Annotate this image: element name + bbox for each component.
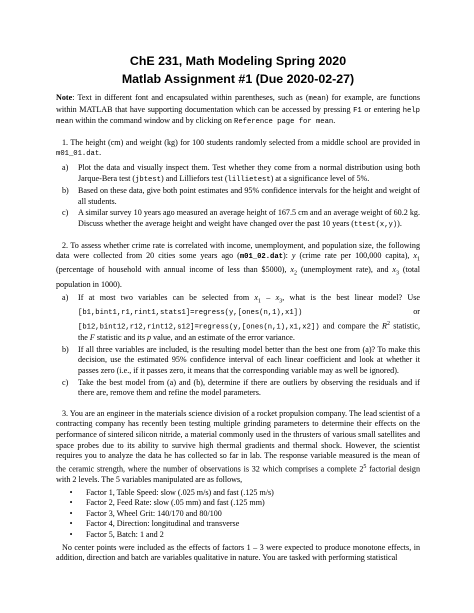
problem-3-closing: No center points were included as the effects of factors 1 – 3 were expected to produce monotone effects, in addition, direction and batch are variables qualitative in nature. You are tasked with performing statistical bbox=[56, 542, 420, 563]
part-label: c) bbox=[62, 208, 69, 218]
factor-list bbox=[56, 488, 420, 541]
bullet-icon: • bbox=[69, 487, 73, 497]
problem-1-statement bbox=[56, 138, 420, 160]
note-text: within the command window and by clicking on bbox=[73, 116, 234, 126]
note-text: ) for example, are functions within MATLAB that have supporting documentation which can be accessed by pressing bbox=[56, 93, 420, 114]
code-ttest: ttest(x,y) bbox=[354, 220, 398, 229]
code-f1: F1 bbox=[353, 106, 362, 115]
note-text: : Text in different font and encapsulated within parentheses, such as ( bbox=[72, 93, 309, 102]
problem-2-parts bbox=[56, 293, 420, 399]
part-label: c) bbox=[62, 377, 69, 387]
list-item: • Factor 5, Batch: 1 and 2 bbox=[56, 530, 420, 541]
code-regress-1: [b1,bint1,r1,rint1,stats1]=regress(y,[ones(n,1),x1]) bbox=[78, 309, 303, 318]
code-filename: m01_01.dat bbox=[56, 150, 100, 159]
part-c bbox=[56, 208, 420, 230]
note-paragraph bbox=[56, 93, 420, 128]
code-jbtest: jbtest bbox=[135, 175, 161, 184]
part-label: a) bbox=[62, 293, 69, 303]
part-label: a) bbox=[62, 162, 69, 172]
problem-1-parts bbox=[56, 163, 420, 231]
part-text: A similar survey 10 years ago measured an average height of 167.5 cm and an average weight of 60.2 kg. Discuss whether the average height and weight have changed over the past 10 years (ttest(x,y)). bbox=[78, 208, 420, 229]
problem-3 bbox=[56, 409, 420, 564]
part-a bbox=[56, 293, 420, 344]
part-text: Take the best model from (a) and (b), determine if there are outliers by observing the residuals and if there are, remove them and refine the model parameters. bbox=[78, 377, 420, 398]
assignment-title: Matlab Assignment #1 (Due 2020-02-27) bbox=[121, 72, 355, 86]
part-b bbox=[56, 345, 420, 377]
problem-text: 1. The height (cm) and weight (kg) for 100 students randomly selected from a middle school are provided in bbox=[62, 137, 420, 147]
part-label: b) bbox=[62, 186, 69, 196]
part-label: b) bbox=[62, 344, 69, 354]
note-text: . bbox=[333, 116, 336, 126]
part-b bbox=[56, 186, 420, 207]
course-title: ChE 231, Math Modeling Spring 2020 bbox=[129, 54, 347, 68]
bullet-icon: • bbox=[69, 498, 73, 508]
part-text: If all three variables are included, is the resulting model better than the best one from (a)? To make this decision, use the estimated 95% confidence interval of each linear coefficient and look at whether it passes zero (i.e., if it passes zero, it means that the corresponding variable may as well be ignored). bbox=[78, 344, 420, 375]
code-reference-page: Reference page for mean bbox=[234, 118, 334, 127]
part-text: If at most two variables can be selected from $x_1 - x_3$, what is the best linear model? Use [b1,bint1,r1,rint1,stats1]=regress(y,[ones(n,1),x1]) or [b12,bint12,r12,rint12,s12]=regress(y,[ones(n,1),x1,x2]) and compare the $R^2$ statistic, the F statistic and its p value, and an estimate of the error variance. bbox=[78, 293, 420, 343]
code-help-mean: help mean bbox=[56, 106, 420, 127]
code-mean: mean bbox=[308, 95, 326, 103]
part-text: Based on these data, give both point estimates and 95% confidence intervals for the height and weight of all students. bbox=[78, 186, 420, 206]
code-filename: m01_02.dat bbox=[239, 253, 283, 262]
note-text: or entering bbox=[361, 104, 403, 114]
problem-text: . bbox=[99, 148, 102, 158]
part-c bbox=[56, 378, 420, 399]
note-label: Note bbox=[56, 93, 73, 102]
code-lillietest: lillietest bbox=[227, 175, 271, 184]
list-item: • Factor 1, Table Speed: slow (.025 m/s) and fast (.125 m/s) bbox=[56, 488, 420, 499]
list-item: • Factor 2, Feed Rate: slow (.05 mm) and fast (.125 mm) bbox=[56, 498, 420, 509]
bullet-icon: • bbox=[69, 519, 73, 529]
bullet-icon: • bbox=[69, 529, 73, 539]
problem-1 bbox=[56, 138, 420, 231]
problem-3-statement: 3. You are an engineer in the materials science division of a rocket propulsion company. The lead scientist of a contracting company has recently been testing multiple grinding parameters to determine their effects on the performance of sintered silicon nitride, a material commonly used in the thrusters of various small satellites and space probes due to its ability to survive high thermal gradients and thermal shock. However, the scientist requires you to analyze the data he has collected so far in lab. The response variable measured is the mean of the ceramic strength, where the number of observations is 32 which comprises a complete $2^5$ factorial design with 2 levels. The 5 variables manipulated are as follows, bbox=[56, 408, 420, 485]
list-item: • Factor 3, Wheel Grit: 140/170 and 80/100 bbox=[56, 509, 420, 520]
list-item: • Factor 4, Direction: longitudinal and transverse bbox=[56, 519, 420, 530]
code-regress-12: [b12,bint12,r12,rint12,s12]=regress(y,[ones(n,1),x1,x2]) bbox=[78, 323, 320, 332]
problem-2 bbox=[56, 241, 420, 399]
bullet-icon: • bbox=[69, 508, 73, 518]
part-a bbox=[56, 163, 420, 185]
problem-2-statement: 2. To assess whether crime rate is correlated with income, unemployment, and population size, the following data were collected from 20 cities some years ago (m01_02.dat): y (crime rate per 100,000 capita), $x_1$ (percentage of household with annual income of less than $5000), $x_2$ (unemployment rate), and $x_3$ (total population in 1000). bbox=[56, 240, 421, 289]
part-text: Plot the data and visually inspect them. Test whether they come from a normal distribution using both Jarque-Bera test (jbtest) and Lilliefors test (lillietest) at a significance level of 5%. bbox=[78, 162, 420, 184]
